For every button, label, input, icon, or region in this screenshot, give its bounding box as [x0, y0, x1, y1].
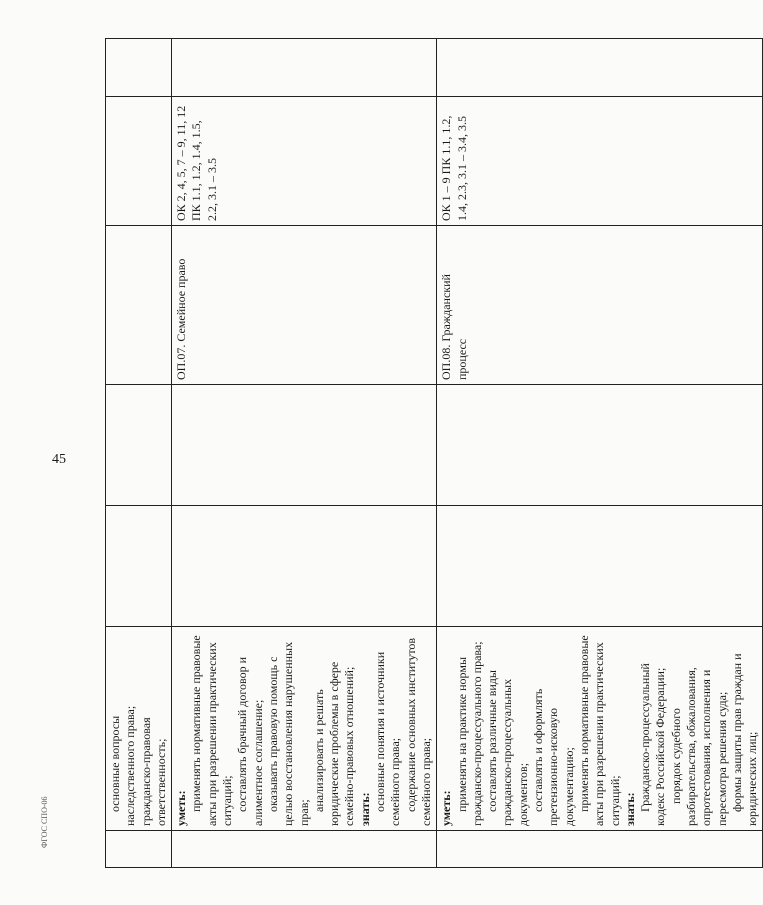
desc-line: формы защиты прав граждан и юридических лиц; — [729, 653, 760, 826]
discipline-cell — [437, 226, 763, 385]
extra-cell — [106, 39, 172, 97]
desc-line: оказывать правовую помощь с целью восстановления нарушенных прав; — [265, 641, 311, 826]
description-cell — [172, 627, 437, 831]
desc-line: Гражданско-процессуальный кодекс Российской Федерации; — [638, 663, 668, 826]
hours-cell — [172, 506, 437, 627]
hours-cell — [437, 385, 763, 506]
table-row — [172, 39, 437, 868]
index-cell — [437, 831, 763, 868]
desc-line: анализировать и решать юридические проблемы в сфере семейно-правовых отношений; — [311, 661, 357, 826]
desc-line: основные понятия и источники семейного права; — [373, 651, 403, 826]
description-cell — [106, 627, 172, 831]
hours-cell — [172, 385, 437, 506]
competencies-cell — [437, 97, 763, 226]
desc-line: порядок судебного разбирательства, обжалования, опротестования, исполнения и пересмотра решения суда; — [668, 667, 729, 826]
hours-cell — [106, 385, 172, 506]
description-cell — [437, 627, 763, 831]
desc-line: применять нормативные правовые акты при разрешении практических ситуаций; — [189, 635, 235, 826]
extra-cell — [437, 39, 763, 97]
page-number: 45 — [52, 452, 66, 467]
desc-line: составлять и оформлять претензионно-исковую документацию; — [531, 688, 576, 826]
curriculum-table — [105, 38, 763, 868]
hours-cell — [437, 506, 763, 627]
table-row — [106, 39, 172, 868]
discipline-cell — [106, 226, 172, 385]
desc-line: составлять различные виды гражданско-процессуальных документов; — [485, 670, 530, 826]
extra-cell — [172, 39, 437, 97]
footer-code: ФГОС СПО-06 — [40, 796, 49, 848]
desc-line: применять нормативные правовые акты при разрешении практических ситуаций; — [576, 635, 622, 826]
desc-line: уметь: — [439, 790, 454, 826]
competencies-cell — [172, 97, 437, 226]
index-cell — [172, 831, 437, 868]
desc-line: уметь: — [174, 790, 189, 826]
desc-line: составлять брачный договор и алиментное соглашение; — [235, 656, 265, 826]
desc-line: основные вопросы наследственного права; — [108, 705, 138, 826]
desc-line: гражданско-правовая ответственность; — [138, 717, 168, 826]
index-cell — [106, 831, 172, 868]
discipline-name: ОП.08. Гражданский процесс — [439, 274, 469, 380]
rotated-table-container — [105, 38, 760, 868]
desc-line: знать: — [622, 792, 637, 826]
desc-line: применять на практике нормы гражданско-процессуального права; — [454, 641, 484, 826]
competencies-text: ОК 2, 4, 5, 7 – 9, 11, 12 ПК 1.1, 1.2, 1.4, 1.5, 2.2, 3.1 – 3.5 — [174, 105, 219, 221]
discipline-cell — [172, 226, 437, 385]
competencies-cell — [106, 97, 172, 226]
hours-cell — [106, 506, 172, 627]
competencies-text: ОК 1 – 9 ПК 1.1, 1.2, 1.4, 2.3, 3.1 – 3.4, 3.5 — [439, 115, 469, 221]
table-row — [437, 39, 763, 868]
desc-line: содержание основных институтов семейного права; — [403, 637, 433, 826]
desc-line: знать: — [357, 792, 372, 826]
discipline-name: ОП.07. Семейное право — [174, 258, 189, 380]
